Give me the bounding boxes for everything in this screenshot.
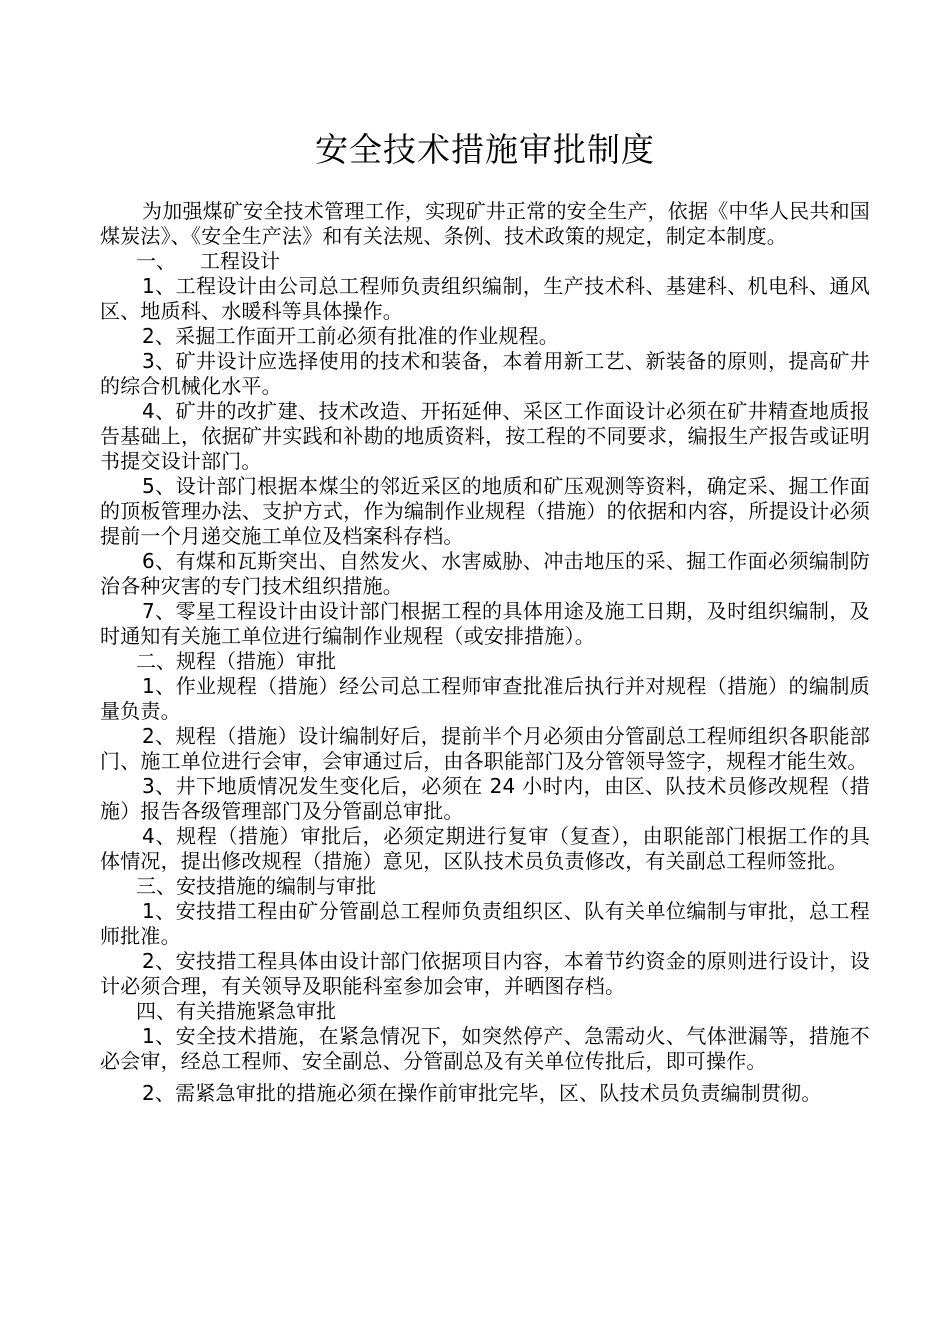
section-1-item-3: 3、矿井设计应选择使用的技术和装备，本着用新工艺、新装备的原则，提高矿井的综合机械化水平。 [100,349,870,398]
section-3-heading: 三、安技措施的编制与审批 [136,874,376,898]
paragraph-gap [100,1074,870,1081]
section-1-item-2: 2、采掘工作面开工前必须有批准的作业规程。 [142,324,559,348]
section-2-item-2: 2、规程（措施）设计编制好后，提前半个月必须由分管副总工程师组织各职能部门、施工单位进行会审，会审通过后，由各职能部门及分管领导签字，规程才能生效。 [100,724,870,773]
section-4-item-2: 2、需紧急审批的措施必须在操作前审批完毕，区、队技术员负责编制贯彻。 [142,1081,822,1105]
section-2-item-3: 3、井下地质情况发生变化后，必须在 24 小时内，由区、队技术员修改规程（措施）报告各级管理部门及分管副总审批。 [100,774,870,823]
section-4-heading: 四、有关措施紧急审批 [136,999,336,1023]
intro-paragraph: 为加强煤矿安全技术管理工作，实现矿井正常的安全生产，依据《中华人民共和国煤炭法》、《安全生产法》和有关法规、条例、技术政策的规定，制定本制度。 [100,199,870,248]
section-1-item-1: 1、工程设计由公司总工程师负责组织编制，生产技术科、基建科、机电科、通风区、地质科、水暖科等具体操作。 [100,274,870,323]
document-body [100,199,870,1106]
section-1-item-7: 7、零星工程设计由设计部门根据工程的具体用途及施工日期，及时组织编制，及时通知有关施工单位进行编制作业规程（或安排措施）。 [100,599,870,648]
document-page [100,0,870,1344]
section-1-item-6: 6、有煤和瓦斯突出、自然发火、水害威胁、冲击地压的采、掘工作面必须编制防治各种灾害的专门技术组织措施。 [100,549,870,598]
section-3-item-1: 1、安技措工程由矿分管副总工程师负责组织区、队有关单位编制与审批，总工程师批准。 [100,899,870,948]
section-2-item-4: 4、规程（措施）审批后，必须定期进行复审（复查），由职能部门根据工作的具体情况，提出修改规程（措施）意见，区队技术员负责修改，有关副总工程师签批。 [100,824,870,873]
section-1-heading [100,249,870,274]
section-2-item-1: 1、作业规程（措施）经公司总工程师审查批准后执行并对规程（措施）的编制质量负责。 [100,674,870,723]
section-3-item-2: 2、安技措工程具体由设计部门依据项目内容，本着节约资金的原则进行设计，设计必须合理，有关领导及职能科室参加会审，并晒图存档。 [100,949,870,998]
section-1-item-4: 4、矿井的改扩建、技术改造、开拓延伸、采区工作面设计必须在矿井精查地质报告基础上，依据矿井实践和补勘的地质资料，按工程的不同要求，编报生产报告或证明书提交设计部门。 [100,399,870,473]
section-1-title: 工程设计 [200,249,280,273]
section-4-item-1: 1、安全技术措施，在紧急情况下，如突然停产、急需动火、气体泄漏等，措施不必会审，经总工程师、安全副总、分管副总及有关单位传批后，即可操作。 [100,1024,870,1073]
section-1-item-5: 5、设计部门根据本煤尘的邻近采区的地质和矿压观测等资料，确定采、掘工作面的顶板管理办法、支护方式，作为编制作业规程（措施）的依据和内容，所提设计必须提前一个月递交施工单位及档案科存档。 [100,474,870,548]
section-2-heading: 二、规程（措施）审批 [136,649,336,673]
document-title: 安全技术措施审批制度 [315,130,655,169]
section-1-number: 一、 [136,249,176,273]
